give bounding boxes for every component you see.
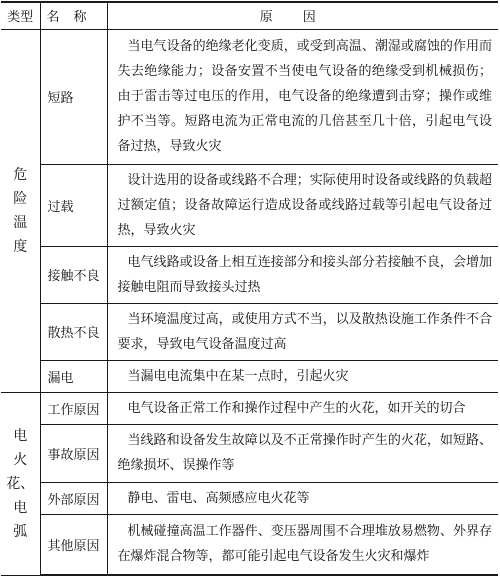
table-row — [1, 482, 498, 514]
category-text: 险 — [13, 190, 28, 207]
reason-text: 当环境温度过高，或使用方式不当，以及散热设施工作条件不合要求，导致电气设备温度过高 — [117, 311, 492, 352]
name-cell: 漏电 — [40, 360, 107, 392]
name-cell: 过载 — [40, 164, 107, 246]
fire-causes-table — [1, 1, 498, 576]
reason-cell — [107, 303, 498, 360]
table-row — [1, 246, 498, 303]
category-text: 电 — [13, 427, 28, 444]
category-text: 温 — [13, 214, 28, 231]
name-cell: 接触不良 — [40, 246, 107, 303]
header-name: 名称 — [40, 2, 107, 29]
category-text: 危 — [13, 166, 28, 183]
reason-cell — [107, 246, 498, 303]
table-row — [1, 514, 498, 575]
reason-text: 设计选用的设备或线路不合理；实际使用时设备或线路的负载超过额定值；设备故障运行造成设备或线路过载等引起电气设备过热，导致火灾 — [117, 172, 492, 238]
name-cell: 散热不良 — [40, 303, 107, 360]
category-text: 弧 — [13, 523, 28, 540]
reason-cell — [107, 164, 498, 246]
reason-cell — [107, 424, 498, 482]
category-text: 电 — [13, 499, 28, 516]
table-row — [1, 164, 498, 246]
header-reason: 原因 — [107, 2, 498, 29]
category-text: 火花、 — [6, 451, 35, 492]
reason-cell — [107, 482, 498, 514]
category-text: 度 — [13, 238, 28, 255]
name-cell: 其他原因 — [40, 514, 107, 575]
table-header-row — [1, 2, 498, 29]
table-row — [1, 424, 498, 482]
table-row — [1, 360, 498, 392]
name-cell: 工作原因 — [40, 392, 107, 424]
reason-text: 当电气设备的绝缘老化变质，或受到高温、潮湿或腐蚀的作用而失去绝缘能力；设备安置不当使电气设备的绝缘受到机械损伤；由于雷击等过电压的作用，电气设备的绝缘遭到击穿；操作或维护不当等。短路电流为正常电流的几倍甚至几十倍，引起电气设备过热，导致火灾 — [117, 39, 492, 154]
name-cell: 短路 — [40, 29, 107, 164]
reason-cell — [107, 392, 498, 424]
reason-text: 电气设备正常工作和操作过程中产生的火花，如开关的切合 — [127, 400, 466, 416]
category-cell-spark-arc — [1, 392, 40, 575]
name-cell: 外部原因 — [40, 482, 107, 514]
table-row — [1, 303, 498, 360]
table-row — [1, 392, 498, 424]
reason-text: 当线路和设备发生故障以及不正常操作时产生的火花，如短路、绝缘损坏、误操作等 — [117, 433, 492, 473]
reason-cell — [107, 360, 498, 392]
reason-text: 电气线路或设备上相互连接部分和接头部分若接触不良，会增加接触电阻而导致接头过热 — [117, 254, 492, 295]
reason-cell — [107, 29, 498, 164]
reason-cell — [107, 514, 498, 575]
reason-text: 静电、雷电、高频感应电火花等 — [127, 490, 310, 506]
table-row — [1, 29, 498, 164]
category-cell-danger-temperature — [1, 29, 40, 392]
name-cell: 事故原因 — [40, 424, 107, 482]
header-category: 类型 — [1, 2, 40, 29]
reason-text: 机械碰撞高温工作器件、变压器周围不合理堆放易燃物、外界存在爆炸混合物等，都可能引起电气设备发生火灾和爆炸 — [117, 524, 492, 565]
reason-text: 当漏电电流集中在某一点时，引起火灾 — [127, 368, 349, 384]
